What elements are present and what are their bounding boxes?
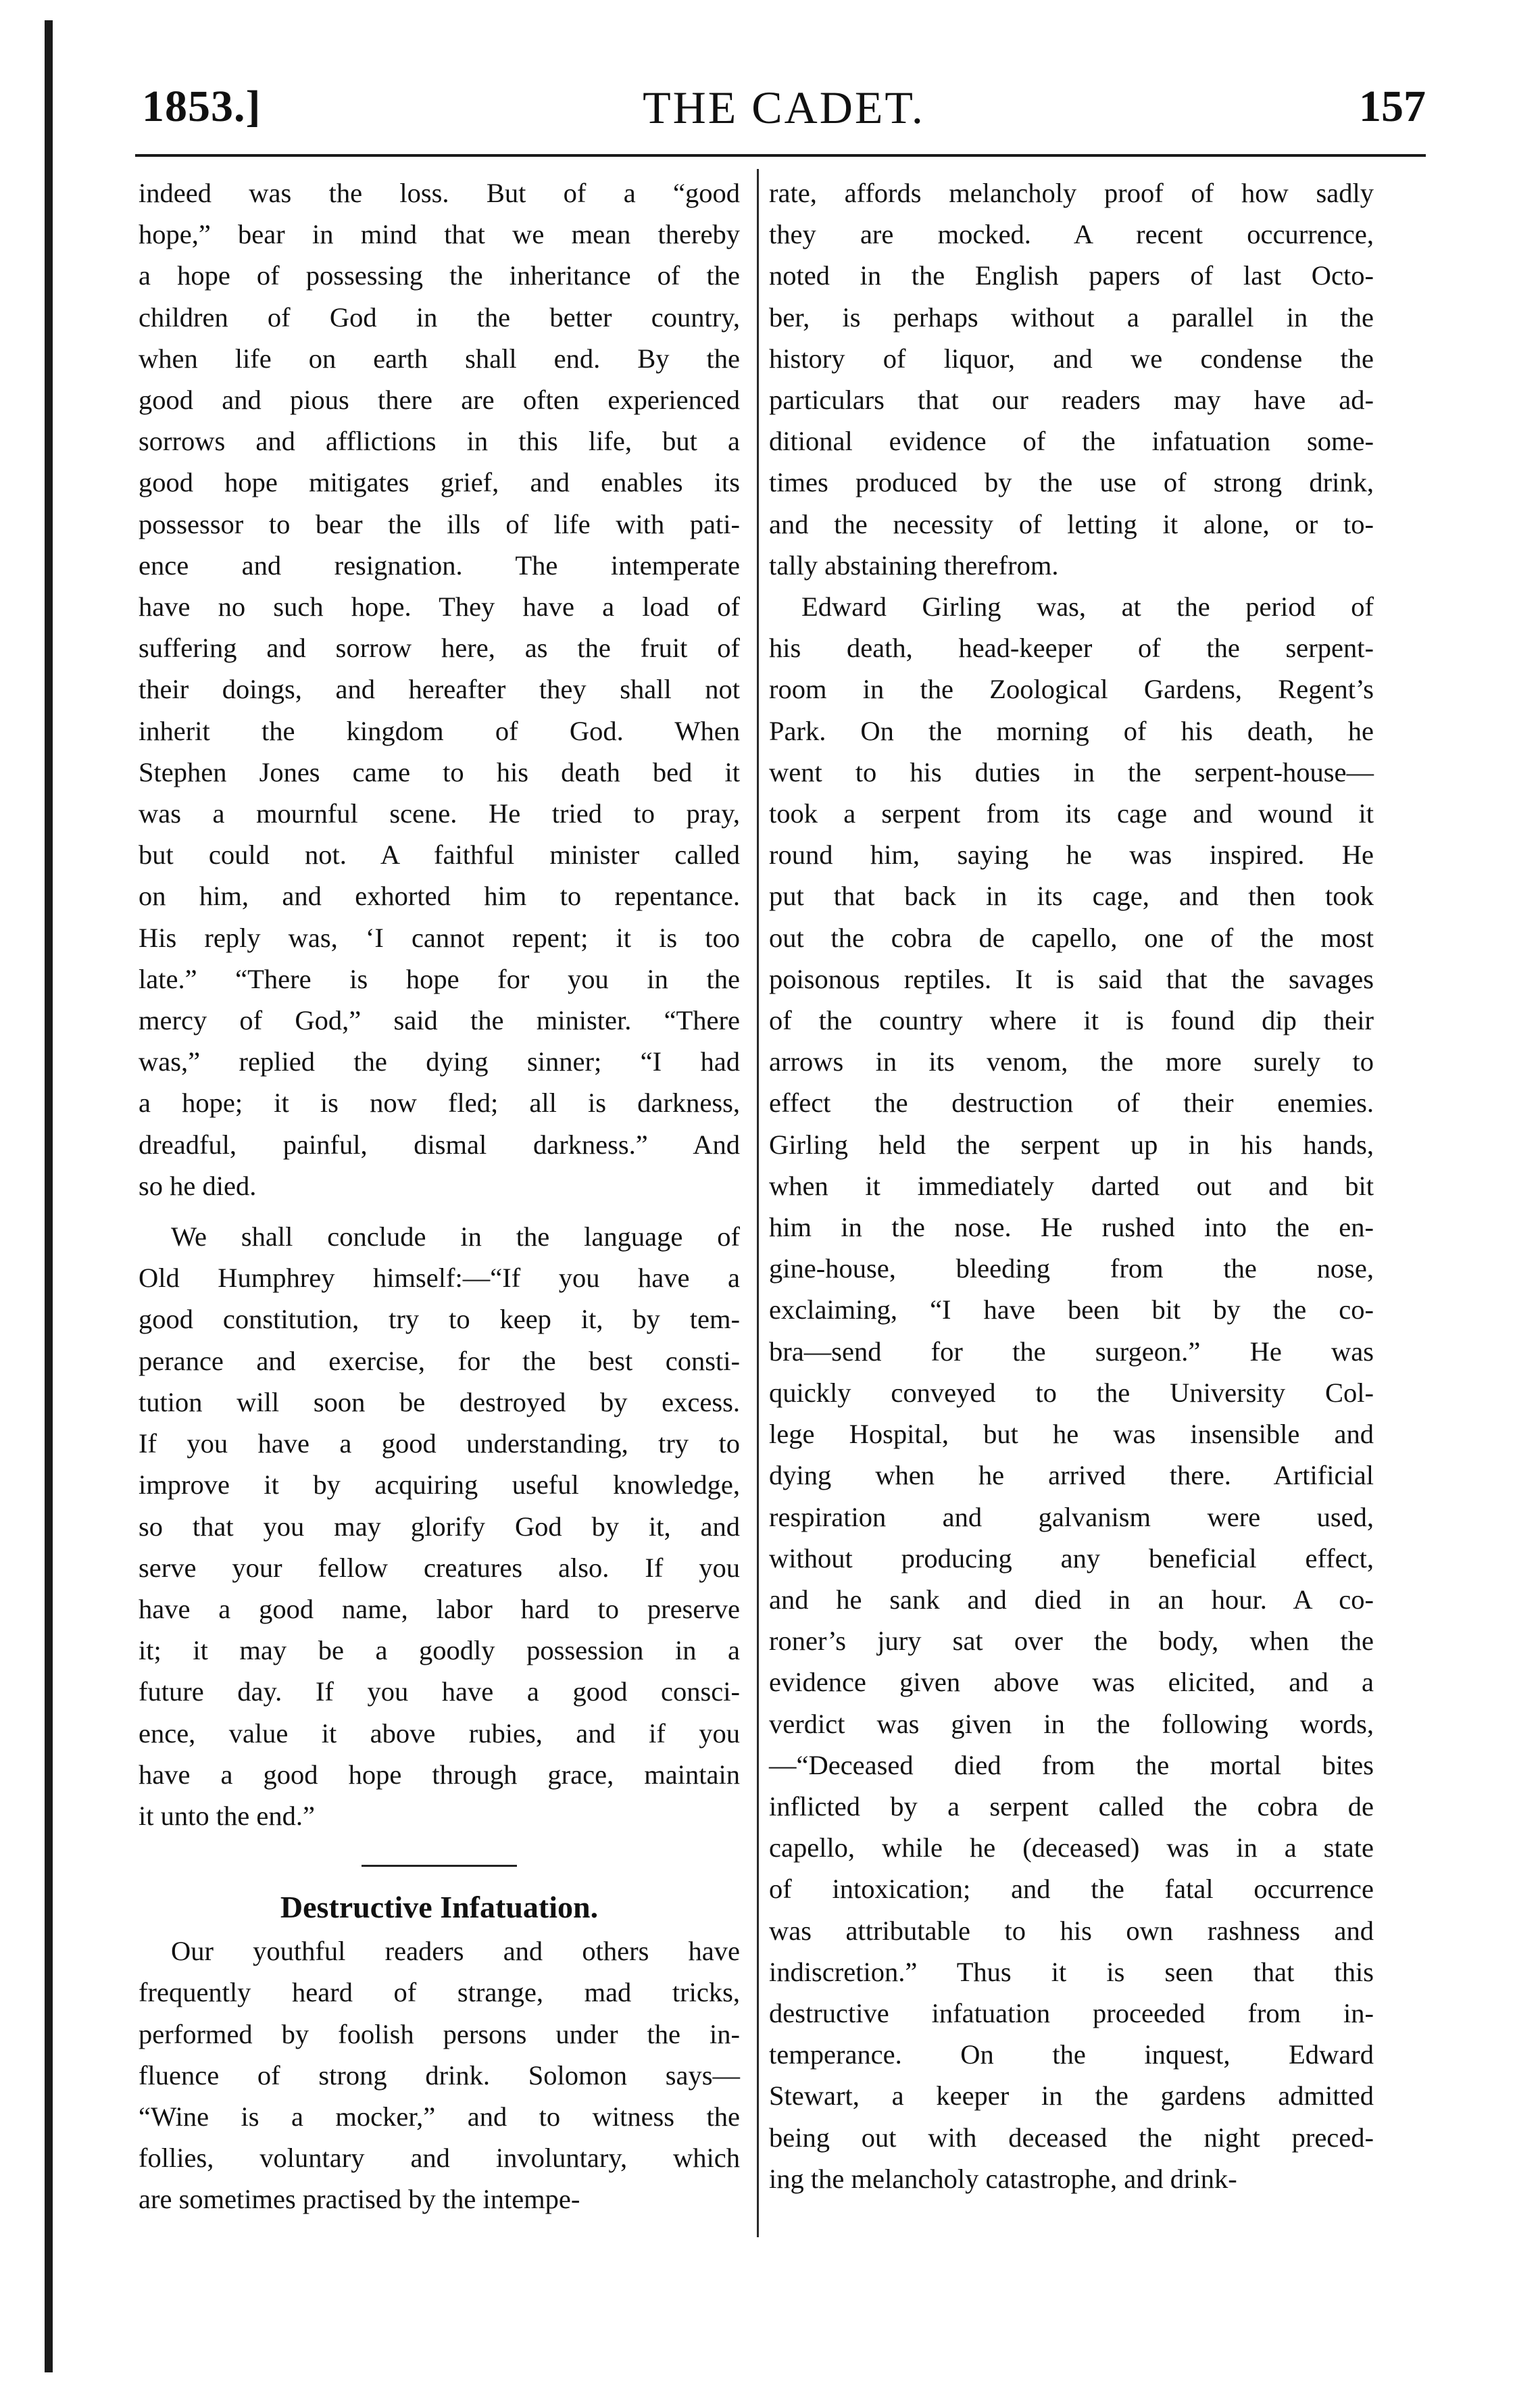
text-line: was attributable to his own rashness and — [769, 1915, 1374, 1946]
text-line: history of liquor, and we condense the — [769, 343, 1374, 374]
text-line: without producing any beneficial effect, — [769, 1542, 1374, 1573]
text-line: a hope; it is now fled; all is darkness, — [139, 1088, 740, 1119]
text-line: noted in the English papers of last Octo- — [769, 260, 1374, 291]
column-divider — [757, 169, 759, 2237]
text-line: dying when he arrived there. Artificial — [769, 1460, 1374, 1491]
text-line: on him, and exhorted him to repentance. — [139, 881, 740, 912]
text-line: his death, head-keeper of the serpent- — [769, 633, 1374, 664]
text-line: “Wine is a mocker,” and to witness the — [139, 2101, 740, 2132]
text-line: gine-house, bleeding from the nose, — [769, 1253, 1374, 1284]
text-line: mercy of God,” said the minister. “There — [139, 1005, 740, 1036]
text-line: him in the nose. He rushed into the en- — [769, 1212, 1374, 1243]
text-line: His reply was, ‘I cannot repent; it is too — [139, 922, 740, 953]
text-line: ber, is perhaps without a parallel in the — [769, 301, 1374, 333]
text-line: Old Humphrey himself:—“If you have a — [139, 1263, 740, 1294]
text-line: evidence given above was elicited, and a — [769, 1667, 1374, 1698]
text-line: inherit the kingdom of God. When — [139, 715, 740, 746]
text-line: ence and resignation. The intemperate — [139, 550, 740, 581]
text-line: effect the destruction of their enemies. — [769, 1088, 1374, 1119]
right-column — [769, 172, 1374, 2199]
text-line: times produced by the use of strong drink, — [769, 467, 1374, 498]
text-line: Park. On the morning of his death, he — [769, 715, 1374, 746]
text-line: improve it by acquiring useful knowledge, — [139, 1469, 740, 1500]
text-line: capello, while he (deceased) was in a state — [769, 1832, 1374, 1863]
text-line: fluence of strong drink. Solomon says— — [139, 2059, 740, 2091]
text-line: children of God in the better country, — [139, 301, 740, 333]
text-line: they are mocked. A recent occurrence, — [769, 219, 1374, 250]
text-line: good and pious there are often experienced — [139, 385, 740, 416]
text-line: perance and exercise, for the best consti- — [139, 1345, 740, 1376]
header-rule — [135, 154, 1426, 157]
paragraph — [139, 1216, 740, 1836]
running-header — [142, 81, 1426, 142]
text-line: round him, saying he was inspired. He — [769, 839, 1374, 871]
text-line: are sometimes practised by the intempe- — [139, 2184, 580, 2215]
paragraph — [769, 172, 1374, 586]
text-line: was,” replied the dying sinner; “I had — [139, 1046, 740, 1077]
text-line: their doings, and hereafter they shall not — [139, 674, 740, 705]
text-line: put that back in its cage, and then took — [769, 881, 1374, 912]
section-rule — [362, 1865, 517, 1867]
text-line: good hope mitigates grief, and enables its — [139, 467, 740, 498]
text-line: out the cobra de capello, one of the most — [769, 922, 1374, 953]
paragraph — [139, 172, 740, 1206]
text-line: quickly conveyed to the University Col- — [769, 1377, 1374, 1408]
text-line: Stewart, a keeper in the gardens admitted — [769, 2080, 1374, 2112]
text-line: temperance. On the inquest, Edward — [769, 2039, 1374, 2070]
header-date: 1853.] — [142, 82, 262, 131]
text-line: Girling held the serpent up in his hands, — [769, 1129, 1374, 1160]
text-line: indiscretion.” Thus it is seen that this — [769, 1956, 1374, 1987]
text-line: Our youthful readers and others have — [171, 1936, 740, 1967]
text-line: dreadful, painful, dismal darkness.” And — [139, 1129, 740, 1160]
text-line: ditional evidence of the infatuation some- — [769, 426, 1374, 457]
text-line: have a good hope through grace, maintain — [139, 1759, 740, 1790]
text-line: it unto the end.” — [139, 1800, 315, 1831]
text-line: ing the melancholy catastrophe, and drink- — [769, 2163, 1237, 2194]
text-line: particulars that our readers may have ad- — [769, 385, 1374, 416]
header-title: THE CADET. — [643, 82, 925, 133]
text-line: bra—send for the surgeon.” He was — [769, 1336, 1374, 1367]
paragraph — [769, 586, 1374, 2199]
text-line: respiration and galvanism were used, — [769, 1501, 1374, 1532]
text-line: of the country where it is found dip their — [769, 1005, 1374, 1036]
text-line: follies, voluntary and involuntary, which — [139, 2143, 740, 2174]
binding-edge — [45, 20, 53, 2372]
text-line: when life on earth shall end. By the — [139, 343, 740, 374]
text-line: when it immediately darted out and bit — [769, 1170, 1374, 1201]
text-line: have a good name, labor hard to preserve — [139, 1593, 740, 1624]
text-line: hope,” bear in mind that we mean thereby — [139, 219, 740, 250]
text-line: tally abstaining therefrom. — [769, 550, 1059, 581]
text-line: We shall conclude in the language of — [171, 1221, 740, 1252]
text-line: have no such hope. They have a load of — [139, 591, 740, 623]
text-line: ence, value it above rubies, and if you — [139, 1717, 740, 1749]
paragraph — [139, 1930, 740, 2220]
text-line: was a mournful scene. He tried to pray, — [139, 798, 740, 829]
text-line: indeed was the loss. But of a “good — [139, 178, 740, 208]
text-line: so he died. — [139, 1170, 257, 1201]
text-line: tution will soon be destroyed by excess. — [139, 1386, 740, 1417]
text-line: but could not. A faithful minister called — [139, 839, 740, 871]
section-heading: Destructive Infatuation. — [280, 1890, 599, 1925]
text-line: good constitution, try to keep it, by tem- — [139, 1304, 740, 1335]
text-line: serve your fellow creatures also. If you — [139, 1552, 740, 1583]
text-line: poisonous reptiles. It is said that the savages — [769, 963, 1374, 994]
text-line: destructive infatuation proceeded from in- — [769, 1997, 1374, 2028]
text-line: possessor to bear the ills of life with pati- — [139, 508, 740, 539]
text-line: arrows in its venom, the more surely to — [769, 1046, 1374, 1077]
text-line: roner’s jury sat over the body, when the — [769, 1626, 1374, 1657]
text-line: took a serpent from its cage and wound it — [769, 798, 1374, 829]
text-line: being out with deceased the night preced- — [769, 2122, 1374, 2153]
text-line: verdict was given in the following words, — [769, 1708, 1374, 1739]
text-line: Edward Girling was, at the period of — [801, 591, 1374, 623]
text-line: went to his duties in the serpent-house— — [769, 756, 1374, 787]
text-line: frequently heard of strange, mad tricks, — [139, 1977, 740, 2008]
text-line: exclaiming, “I have been bit by the co- — [769, 1294, 1374, 1325]
text-line: lege Hospital, but he was insensible and — [769, 1419, 1374, 1450]
text-line: and the necessity of letting it alone, or to- — [769, 508, 1374, 539]
text-line: a hope of possessing the inheritance of the — [139, 260, 740, 291]
left-column — [139, 172, 740, 2220]
text-line: and he sank and died in an hour. A co- — [769, 1584, 1374, 1615]
text-line: Stephen Jones came to his death bed it — [139, 756, 740, 787]
text-line: performed by foolish persons under the in- — [139, 2018, 740, 2049]
text-line: of intoxication; and the fatal occurrence — [769, 1874, 1374, 1905]
text-line: room in the Zoological Gardens, Regent’s — [769, 674, 1374, 705]
text-line: rate, affords melancholy proof of how sadly — [769, 178, 1374, 208]
text-line: sorrows and afflictions in this life, but a — [139, 426, 740, 457]
text-line: inflicted by a serpent called the cobra de — [769, 1790, 1374, 1822]
text-line: If you have a good understanding, try to — [139, 1428, 740, 1459]
text-line: so that you may glorify God by it, and — [139, 1511, 740, 1542]
text-line: —“Deceased died from the mortal bites — [769, 1749, 1374, 1780]
text-line: future day. If you have a good consci- — [139, 1676, 740, 1707]
page-number: 157 — [1359, 82, 1426, 131]
text-line: suffering and sorrow here, as the fruit of — [139, 633, 740, 664]
text-line: it; it may be a goodly possession in a — [139, 1635, 740, 1666]
text-line: late.” “There is hope for you in the — [139, 963, 740, 994]
